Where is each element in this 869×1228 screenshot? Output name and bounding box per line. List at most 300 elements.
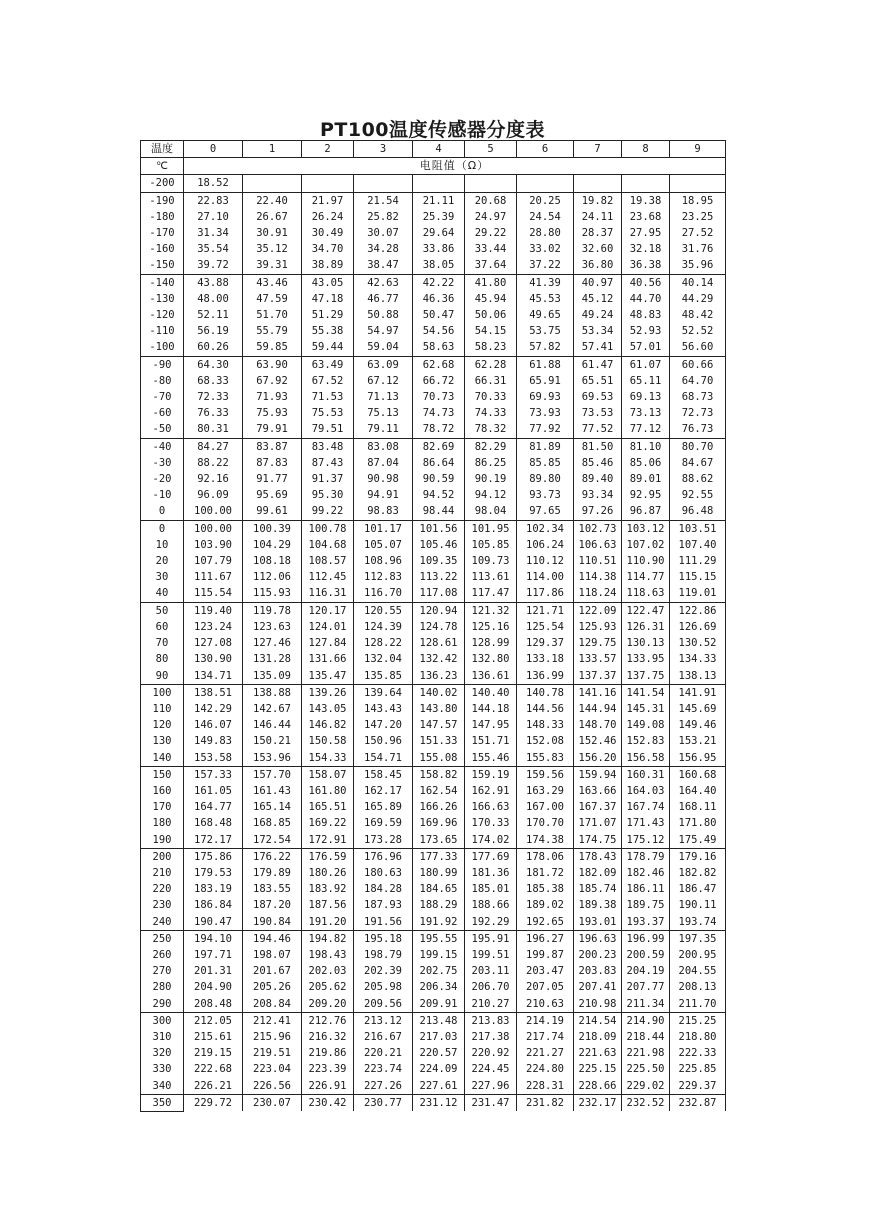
resistance-cell: 24.54 [517,209,574,225]
resistance-cell: 107.40 [670,537,726,553]
resistance-cell: 209.91 [413,996,465,1013]
resistance-cell: 83.87 [243,438,302,455]
table-row [141,225,726,241]
resistance-cell: 30.07 [354,225,413,241]
resistance-cell: 58.23 [465,339,517,356]
resistance-cell: 57.41 [574,339,622,356]
resistance-cell: 132.04 [354,651,413,667]
resistance-cell: 207.77 [622,979,670,995]
table-row [141,651,726,667]
resistance-cell: 118.63 [622,585,670,602]
resistance-cell: 84.67 [670,455,726,471]
resistance-cell: 56.19 [184,323,243,339]
resistance-cell: 111.67 [184,569,243,585]
resistance-cell: 222.68 [184,1061,243,1077]
table-row [141,503,726,520]
resistance-cell: 127.46 [243,635,302,651]
resistance-cell: 65.11 [622,373,670,389]
resistance-cell: 175.12 [622,832,670,849]
resistance-cell: 190.47 [184,914,243,931]
resistance-cell: 174.38 [517,832,574,849]
resistance-cell: 70.33 [465,389,517,405]
resistance-cell: 55.79 [243,323,302,339]
resistance-cell: 218.09 [574,1029,622,1045]
table-row [141,373,726,389]
resistance-cell: 215.25 [670,1012,726,1029]
resistance-cell: 185.01 [465,881,517,897]
resistance-cell: 83.08 [354,438,413,455]
resistance-cell: 202.03 [302,963,354,979]
resistance-cell: 39.72 [184,257,243,274]
resistance-cell: 135.09 [243,668,302,685]
resistance-cell: 123.24 [184,619,243,635]
resistance-cell: 82.69 [413,438,465,455]
temperature-cell: 130 [141,733,184,749]
table-row [141,1061,726,1077]
resistance-cell: 87.43 [302,455,354,471]
resistance-cell: 113.61 [465,569,517,585]
resistance-cell: 136.61 [465,668,517,685]
corner-label-temperature: 温度 [141,141,184,158]
resistance-cell: 215.96 [243,1029,302,1045]
resistance-cell: 202.39 [354,963,413,979]
resistance-cell: 171.43 [622,815,670,831]
table-row [141,733,726,749]
table-row [141,832,726,849]
resistance-cell: 69.53 [574,389,622,405]
resistance-cell: 35.96 [670,257,726,274]
resistance-cell: 194.10 [184,930,243,947]
resistance-cell: 225.85 [670,1061,726,1077]
resistance-cell: 223.04 [243,1061,302,1077]
table-row [141,619,726,635]
resistance-cell: 43.88 [184,274,243,291]
temperature-cell: 20 [141,553,184,569]
resistance-cell: 219.86 [302,1045,354,1061]
resistance-cell [517,175,574,192]
resistance-cell: 36.38 [622,257,670,274]
resistance-cell: 52.52 [670,323,726,339]
resistance-cell: 51.70 [243,307,302,323]
resistance-cell: 208.13 [670,979,726,995]
resistance-cell: 133.95 [622,651,670,667]
resistance-cell: 184.28 [354,881,413,897]
temperature-cell: -140 [141,274,184,291]
resistance-cell: 112.45 [302,569,354,585]
temperature-cell: 270 [141,963,184,979]
resistance-cell: 50.06 [465,307,517,323]
resistance-cell: 189.75 [622,897,670,913]
resistance-cell: 21.97 [302,192,354,209]
table-row [141,881,726,897]
temperature-cell: 210 [141,865,184,881]
resistance-cell: 204.90 [184,979,243,995]
resistance-cell: 110.51 [574,553,622,569]
table-row [141,1012,726,1029]
resistance-cell: 89.01 [622,471,670,487]
resistance-cell: 97.65 [517,503,574,520]
resistance-cell: 43.05 [302,274,354,291]
temperature-cell: 200 [141,848,184,865]
resistance-cell: 130.52 [670,635,726,651]
resistance-cell: 107.02 [622,537,670,553]
resistance-cell: 67.12 [354,373,413,389]
resistance-cell: 211.70 [670,996,726,1013]
resistance-cell: 161.05 [184,783,243,799]
resistance-cell: 60.66 [670,356,726,373]
resistance-cell: 18.52 [184,175,243,192]
resistance-cell: 93.34 [574,487,622,503]
resistance-cell: 42.22 [413,274,465,291]
resistance-cell: 177.69 [465,848,517,865]
resistance-cell: 201.31 [184,963,243,979]
resistance-cell: 45.12 [574,291,622,307]
resistance-cell: 29.22 [465,225,517,241]
resistance-cell: 183.92 [302,881,354,897]
resistance-cell [243,175,302,192]
temperature-cell: -70 [141,389,184,405]
resistance-cell: 198.07 [243,947,302,963]
resistance-cell: 57.01 [622,339,670,356]
resistance-cell: 134.71 [184,668,243,685]
table-row [141,717,726,733]
resistance-cell: 101.17 [354,520,413,537]
resistance-cell: 169.22 [302,815,354,831]
resistance-cell: 30.91 [243,225,302,241]
resistance-cell: 138.13 [670,668,726,685]
resistance-cell: 157.70 [243,766,302,783]
resistance-cell: 212.76 [302,1012,354,1029]
table-row [141,848,726,865]
resistance-cell: 223.74 [354,1061,413,1077]
resistance-cell: 48.00 [184,291,243,307]
resistance-cell: 92.95 [622,487,670,503]
resistance-cell: 200.95 [670,947,726,963]
table-row [141,979,726,995]
resistance-cell: 85.85 [517,455,574,471]
table-row [141,815,726,831]
temperature-cell: 0 [141,503,184,520]
resistance-cell: 209.56 [354,996,413,1013]
resistance-cell: 60.26 [184,339,243,356]
table-row [141,356,726,373]
resistance-cell: 197.71 [184,947,243,963]
resistance-cell: 74.73 [413,405,465,421]
resistance-cell: 224.09 [413,1061,465,1077]
resistance-cell: 185.74 [574,881,622,897]
resistance-cell: 21.54 [354,192,413,209]
resistance-cell: 150.96 [354,733,413,749]
table-row [141,569,726,585]
resistance-cell: 103.51 [670,520,726,537]
resistance-cell: 70.73 [413,389,465,405]
resistance-cell: 84.27 [184,438,243,455]
resistance-table [140,140,726,1112]
resistance-cell: 133.18 [517,651,574,667]
resistance-cell: 91.37 [302,471,354,487]
resistance-cell: 107.79 [184,553,243,569]
resistance-cell: 121.32 [465,602,517,619]
resistance-cell: 164.40 [670,783,726,799]
resistance-cell: 122.86 [670,602,726,619]
resistance-cell: 125.16 [465,619,517,635]
resistance-cell: 156.95 [670,750,726,767]
resistance-cell: 80.70 [670,438,726,455]
resistance-cell: 25.82 [354,209,413,225]
resistance-cell: 139.64 [354,684,413,701]
resistance-cell: 88.62 [670,471,726,487]
table-row [141,1045,726,1061]
resistance-cell: 71.53 [302,389,354,405]
resistance-cell: 214.19 [517,1012,574,1029]
table-row [141,585,726,602]
resistance-cell [302,175,354,192]
resistance-cell: 171.80 [670,815,726,831]
resistance-cell: 187.93 [354,897,413,913]
resistance-cell: 26.24 [302,209,354,225]
resistance-cell: 221.98 [622,1045,670,1061]
resistance-cell: 212.41 [243,1012,302,1029]
resistance-cell: 171.07 [574,815,622,831]
table-row [141,684,726,701]
resistance-cell: 187.20 [243,897,302,913]
resistance-cell: 100.00 [184,520,243,537]
resistance-cell: 208.84 [243,996,302,1013]
resistance-cell: 77.12 [622,421,670,438]
resistance-cell: 66.72 [413,373,465,389]
unit-label: 电阻值（Ω） [184,158,726,175]
resistance-cell: 40.97 [574,274,622,291]
resistance-cell: 90.98 [354,471,413,487]
resistance-cell: 110.12 [517,553,574,569]
resistance-cell: 141.16 [574,684,622,701]
resistance-cell: 51.29 [302,307,354,323]
resistance-cell: 20.25 [517,192,574,209]
resistance-cell: 135.47 [302,668,354,685]
resistance-cell: 61.47 [574,356,622,373]
resistance-cell: 27.52 [670,225,726,241]
resistance-cell: 210.27 [465,996,517,1013]
resistance-cell: 73.93 [517,405,574,421]
resistance-cell: 120.55 [354,602,413,619]
resistance-cell: 122.09 [574,602,622,619]
resistance-cell: 82.29 [465,438,517,455]
resistance-cell: 229.72 [184,1094,243,1111]
resistance-cell: 183.55 [243,881,302,897]
resistance-cell: 64.70 [670,373,726,389]
resistance-cell: 179.89 [243,865,302,881]
resistance-cell: 93.73 [517,487,574,503]
resistance-cell: 153.58 [184,750,243,767]
temperature-cell: -110 [141,323,184,339]
resistance-cell: 103.90 [184,537,243,553]
temperature-cell: 240 [141,914,184,931]
resistance-cell: 96.87 [622,503,670,520]
table-row [141,307,726,323]
resistance-cell: 207.41 [574,979,622,995]
resistance-cell: 67.52 [302,373,354,389]
resistance-cell: 108.96 [354,553,413,569]
resistance-cell: 121.71 [517,602,574,619]
resistance-cell: 33.44 [465,241,517,257]
resistance-cell: 168.48 [184,815,243,831]
resistance-cell: 68.73 [670,389,726,405]
corner-label-celsius: ℃ [141,158,184,175]
resistance-cell: 96.48 [670,503,726,520]
resistance-cell: 161.80 [302,783,354,799]
table-row [141,799,726,815]
resistance-cell: 195.18 [354,930,413,947]
column-header: 8 [622,141,670,158]
resistance-cell: 215.61 [184,1029,243,1045]
resistance-cell: 130.13 [622,635,670,651]
resistance-cell: 124.01 [302,619,354,635]
column-header: 0 [184,141,243,158]
table-row [141,602,726,619]
resistance-cell: 86.64 [413,455,465,471]
resistance-cell: 95.30 [302,487,354,503]
resistance-cell: 90.19 [465,471,517,487]
resistance-cell: 146.44 [243,717,302,733]
resistance-cell: 164.77 [184,799,243,815]
resistance-cell: 203.11 [465,963,517,979]
resistance-cell: 62.68 [413,356,465,373]
table-row [141,389,726,405]
resistance-cell: 178.79 [622,848,670,865]
resistance-cell: 175.86 [184,848,243,865]
resistance-cell: 120.17 [302,602,354,619]
resistance-cell: 213.83 [465,1012,517,1029]
resistance-cell: 22.83 [184,192,243,209]
resistance-cell: 203.47 [517,963,574,979]
resistance-cell: 159.56 [517,766,574,783]
resistance-cell: 122.47 [622,602,670,619]
table-row [141,750,726,767]
resistance-cell: 55.38 [302,323,354,339]
resistance-cell: 184.65 [413,881,465,897]
temperature-cell: -60 [141,405,184,421]
resistance-cell: 28.37 [574,225,622,241]
resistance-cell: 199.87 [517,947,574,963]
resistance-cell: 109.35 [413,553,465,569]
resistance-cell: 108.57 [302,553,354,569]
resistance-cell: 63.90 [243,356,302,373]
temperature-cell: -30 [141,455,184,471]
resistance-cell: 81.10 [622,438,670,455]
resistance-cell: 185.38 [517,881,574,897]
resistance-cell: 115.15 [670,569,726,585]
resistance-cell: 168.85 [243,815,302,831]
resistance-cell: 182.09 [574,865,622,881]
resistance-cell: 34.70 [302,241,354,257]
resistance-cell: 217.03 [413,1029,465,1045]
resistance-cell: 178.06 [517,848,574,865]
resistance-cell: 153.96 [243,750,302,767]
resistance-cell: 97.26 [574,503,622,520]
resistance-cell: 120.94 [413,602,465,619]
resistance-cell: 176.22 [243,848,302,865]
resistance-cell: 18.95 [670,192,726,209]
resistance-cell: 218.80 [670,1029,726,1045]
resistance-cell: 129.75 [574,635,622,651]
resistance-cell: 61.07 [622,356,670,373]
resistance-cell: 196.99 [622,930,670,947]
resistance-cell: 199.15 [413,947,465,963]
resistance-cell: 227.26 [354,1078,413,1095]
resistance-cell: 134.33 [670,651,726,667]
resistance-cell: 196.27 [517,930,574,947]
resistance-cell: 73.13 [622,405,670,421]
resistance-cell: 147.20 [354,717,413,733]
resistance-cell: 132.80 [465,651,517,667]
resistance-cell [670,175,726,192]
resistance-cell: 169.96 [413,815,465,831]
resistance-cell: 76.33 [184,405,243,421]
resistance-cell: 92.55 [670,487,726,503]
resistance-cell: 46.36 [413,291,465,307]
resistance-cell: 222.33 [670,1045,726,1061]
resistance-cell: 152.46 [574,733,622,749]
resistance-cell: 137.75 [622,668,670,685]
resistance-cell: 144.94 [574,701,622,717]
resistance-cell: 160.68 [670,766,726,783]
resistance-cell: 138.51 [184,684,243,701]
resistance-cell: 230.42 [302,1094,354,1111]
temperature-cell: 110 [141,701,184,717]
temperature-cell: 290 [141,996,184,1013]
unit-row [141,158,726,175]
resistance-cell: 59.44 [302,339,354,356]
temperature-cell: 150 [141,766,184,783]
resistance-cell: 94.52 [413,487,465,503]
resistance-cell: 182.46 [622,865,670,881]
resistance-cell: 59.04 [354,339,413,356]
resistance-cell: 154.33 [302,750,354,767]
resistance-cell: 65.51 [574,373,622,389]
table-row [141,1078,726,1095]
resistance-cell: 177.33 [413,848,465,865]
resistance-cell: 173.65 [413,832,465,849]
resistance-cell: 155.46 [465,750,517,767]
resistance-cell: 159.19 [465,766,517,783]
temperature-cell: 220 [141,881,184,897]
resistance-cell: 86.25 [465,455,517,471]
resistance-cell: 91.77 [243,471,302,487]
resistance-cell: 182.82 [670,865,726,881]
resistance-cell: 105.85 [465,537,517,553]
resistance-cell: 180.99 [413,865,465,881]
temperature-cell: 320 [141,1045,184,1061]
resistance-cell: 106.63 [574,537,622,553]
table-row [141,947,726,963]
resistance-cell: 148.33 [517,717,574,733]
resistance-cell: 149.46 [670,717,726,733]
resistance-cell: 176.59 [302,848,354,865]
resistance-cell: 165.14 [243,799,302,815]
resistance-cell: 191.56 [354,914,413,931]
resistance-cell: 127.84 [302,635,354,651]
resistance-cell: 37.64 [465,257,517,274]
resistance-cell: 137.37 [574,668,622,685]
temperature-cell: 120 [141,717,184,733]
resistance-cell: 71.93 [243,389,302,405]
resistance-cell: 66.31 [465,373,517,389]
temperature-cell: -130 [141,291,184,307]
resistance-cell: 172.54 [243,832,302,849]
resistance-cell: 166.63 [465,799,517,815]
temperature-cell: 230 [141,897,184,913]
resistance-cell: 59.85 [243,339,302,356]
